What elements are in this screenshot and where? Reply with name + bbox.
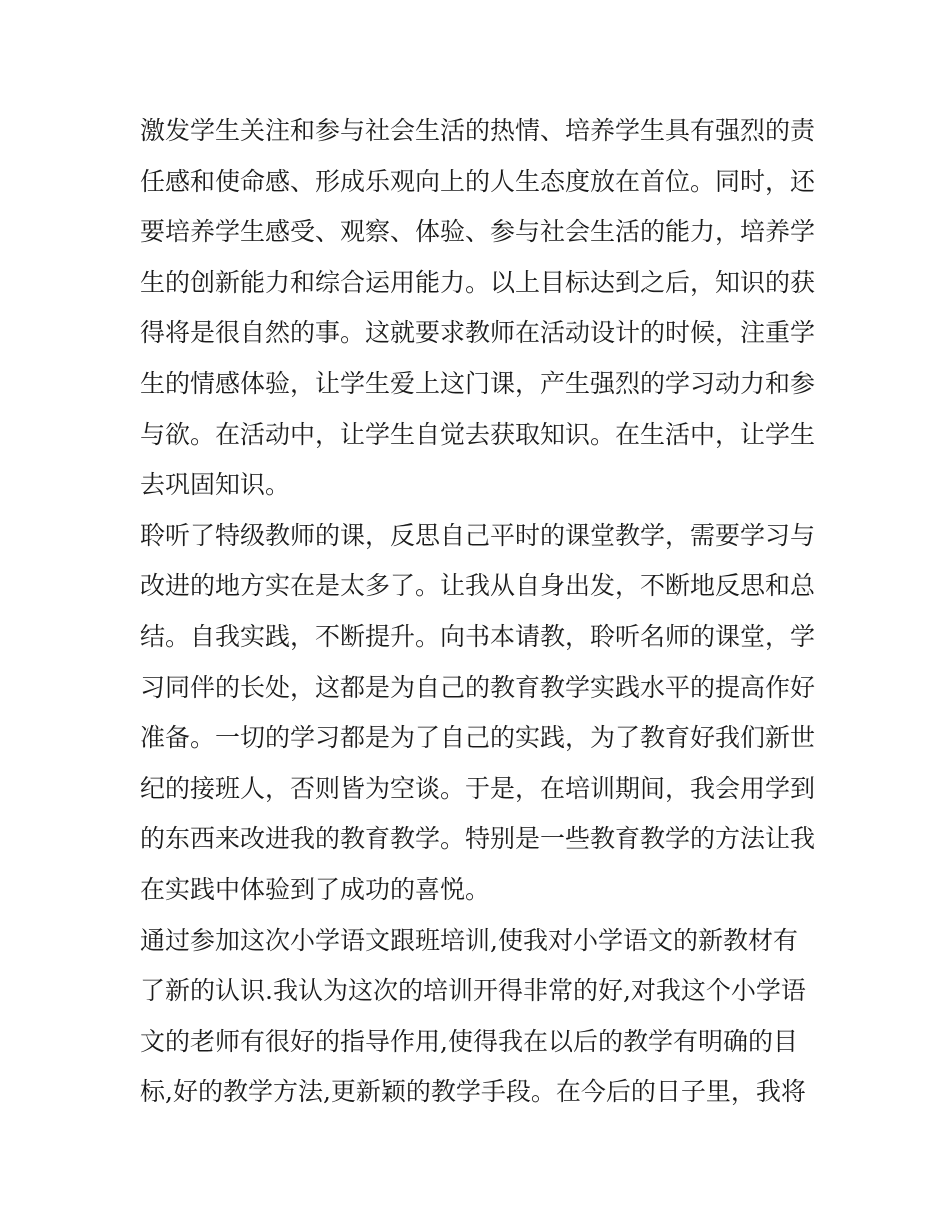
text-line: 准备。一切的学习都是为了自己的实践，为了教育好我们新世: [140, 723, 816, 753]
paragraph-1: [140, 106, 820, 511]
paragraph-3: [140, 916, 820, 1118]
text-line: 任感和使命感、形成乐观向上的人生态度放在首位。同时，还: [140, 166, 816, 196]
paragraph-2: [140, 511, 820, 916]
text-line: 去巩固知识。: [140, 470, 291, 500]
text-line: 生的情感体验，让学生爱上这门课，产生强烈的学习动力和参: [140, 368, 816, 398]
text-line: 通过参加这次小学语文跟班培训,使我对小学语文的新教材有: [140, 925, 798, 955]
text-line: 文的老师有很好的指导作用,使得我在以后的教学有明确的目: [140, 1026, 798, 1056]
text-line: 习同伴的长处，这都是为自己的教育教学实践水平的提高作好: [140, 672, 816, 702]
text-line: 的东西来改进我的教育教学。特别是一些教育教学的方法让我: [140, 824, 816, 854]
text-line: 要培养学生感受、观察、体验、参与社会生活的能力，培养学: [140, 217, 816, 247]
text-line: 得将是很自然的事。这就要求教师在活动设计的时候，注重学: [140, 318, 816, 348]
text-line: 结。自我实践，不断提升。向书本请教，聆听名师的课堂，学: [140, 621, 816, 651]
text-line: 聆听了特级教师的课，反思自己平时的课堂教学，需要学习与: [140, 520, 816, 550]
text-line: 在实践中体验到了成功的喜悦。: [140, 874, 491, 904]
text-line: 标,好的教学方法,更新颖的教学手段。在今后的日子里，我将: [140, 1077, 806, 1107]
text-line: 与欲。在活动中，让学生自觉去获取知识。在生活中，让学生: [140, 419, 816, 449]
text-line: 生的创新能力和综合运用能力。以上目标达到之后，知识的获: [140, 267, 816, 297]
text-line: 激发学生关注和参与社会生活的热情、培养学生具有强烈的责: [140, 116, 816, 145]
text-line: 了新的认识.我认为这次的培训开得非常的好,对我这个小学语: [140, 976, 806, 1006]
text-line: 改进的地方实在是太多了。让我从自身出发，不断地反思和总: [140, 571, 816, 601]
text-line: 纪的接班人，否则皆为空谈。于是，在培训期间，我会用学到: [140, 773, 816, 803]
document-body: [140, 106, 820, 1118]
